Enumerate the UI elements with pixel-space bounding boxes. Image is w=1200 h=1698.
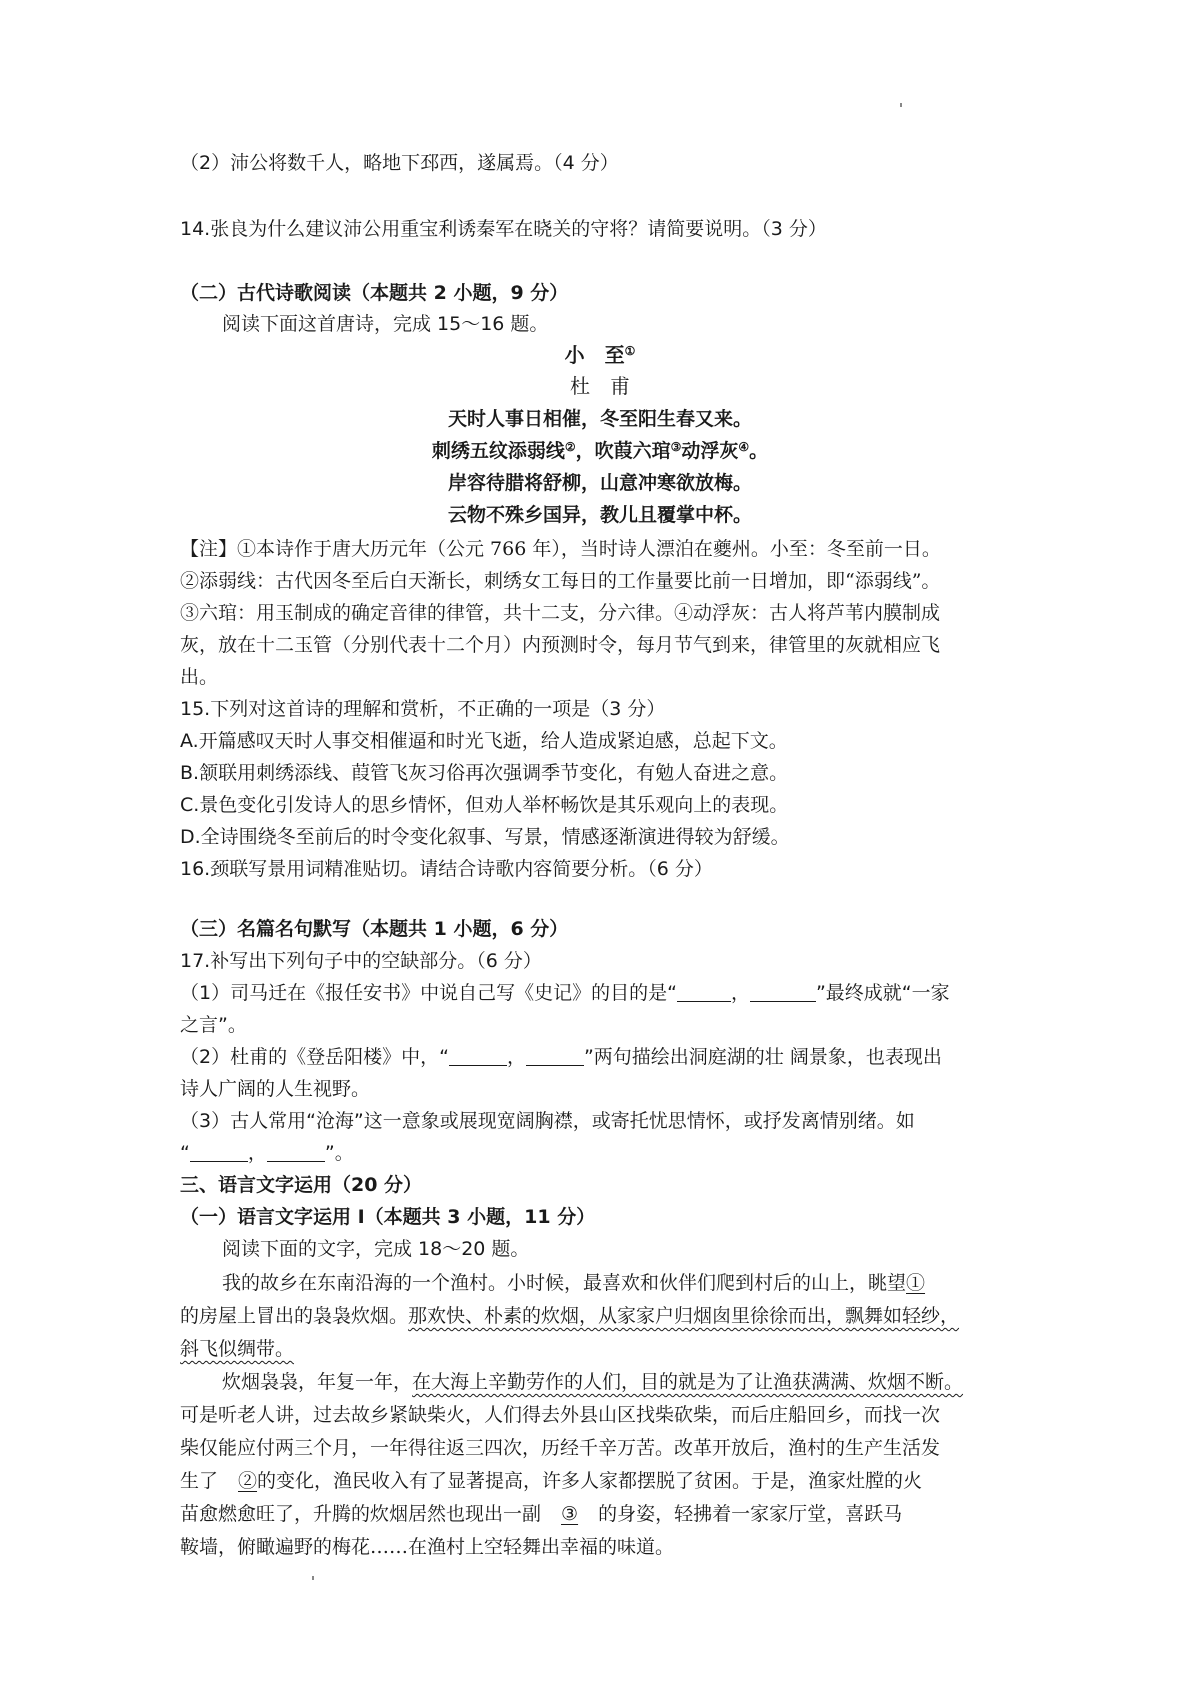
passage-line-7 [180,1468,922,1494]
marker-3 [541,1503,598,1525]
passage-text: 苗愈燃愈旺了，升腾的炊烟居然也现出一副 [180,1503,542,1525]
section-language-title: （一）语言文字运用 I（本题共 3 小题，11 分） [180,1206,596,1228]
answer-blank[interactable] [677,981,731,1002]
poem-line-2-d: 。 [749,440,769,462]
question-17-part-3: （3）古人常用“沧海”这一意象或展现宽阔胸襟，或寄托忧思情怀，或抒发离情别绪。如 [180,1110,915,1132]
question-13-2: （2）沛公将数千人，略地下邳西，遂属焉。（4 分） [180,152,619,174]
passage-text: 我的故乡在东南沿海的一个渔村。小时候，最喜欢和伙伴们爬到村后的山上，眺望 [222,1272,907,1294]
blank-comma: ， [247,1142,267,1164]
passage-line-2 [180,1303,959,1329]
section-poetry-title: （二）古代诗歌阅读（本题共 2 小题，9 分） [180,282,569,304]
close-quote: ”。 [324,1142,354,1164]
part-3-title: 三、语言文字运用（20 分） [180,1174,423,1196]
answer-blank[interactable] [750,981,816,1002]
passage-text: 的房屋上冒出的袅袅炊烟。 [180,1305,409,1327]
answer-blank[interactable] [190,1141,248,1162]
question-16: 16.颈联写景用词精准贴切。请结合诗歌内容简要分析。（6 分） [180,858,713,880]
wavy-underlined-sentence: 那欢快、朴素的炊烟，从家家户归烟囱里徐徐而出，飘舞如轻纱， [408,1305,960,1327]
scan-speck-top [900,103,902,107]
q17-part-2-text: （2）杜甫的《登岳阳楼》中，“ [180,1046,449,1068]
blank-comma: ， [506,1046,526,1068]
answer-blank[interactable] [526,1045,584,1066]
passage-line-3 [180,1336,294,1362]
section-recitation-title: （三）名篇名句默写（本题共 1 小题，6 分） [180,918,569,940]
blank-comma: ， [730,982,750,1004]
question-15-stem: 15.下列对这首诗的理解和赏析，不正确的一项是（3 分） [180,698,666,720]
passage-line-1 [222,1270,925,1296]
poem-note-3: ③ [670,440,682,454]
question-17-part-1-cont: 之言”。 [180,1014,247,1036]
poem-title [0,342,1200,368]
poem-note-line-4: 灰，放在十二玉管（分别代表十二个月）内预测时令，每月节气到来，律管里的灰就相应飞 [180,634,941,656]
question-17-part-3-cont [180,1140,354,1166]
poem-note-line-5: 出。 [180,666,219,688]
answer-blank[interactable] [449,1045,507,1066]
poem-title-note: ① [624,344,636,358]
question-15-option-d: D.全诗围绕冬至前后的时令变化叙事、写景，情感逐渐演进得较为舒缓。 [180,826,790,848]
question-17-part-2-cont: 诗人广阔的人生视野。 [180,1078,371,1100]
poem-line-3: 岸容待腊将舒柳，山意冲寒欲放梅。 [447,472,752,494]
answer-blank[interactable] [267,1141,325,1162]
scan-speck-bottom [312,1576,314,1580]
poem-note-line-1: 【注】①本诗作于唐大历元年（公元 766 年），当时诗人漂泊在夔州。小至：冬至前一日。 [180,538,941,560]
section-language-intro: 阅读下面的文字，完成 18～20 题。 [222,1238,530,1260]
open-quote: “ [180,1142,190,1164]
passage-text: 的身姿，轻拂着一家家厅堂，喜跃马 [598,1503,903,1525]
poem-note-4: ④ [738,440,750,454]
poem-note-line-3: ③六琯：用玉制成的确定音律的律管，共十二支，分六律。④动浮灰：古人将芦苇内膜制成 [180,602,941,624]
poem-author: 杜 甫 [570,374,630,398]
question-15-option-b: B.颔联用刺绣添线、葭管飞灰习俗再次强调季节变化，有勉人奋进之意。 [180,762,789,784]
q17-part-1-text: （1）司马迁在《报任安书》中说自己写《史记》的目的是“ [180,982,677,1004]
passage-line-9: 鞍墙，俯瞰遍野的梅花……在渔村上空轻舞出幸福的味道。 [180,1536,675,1558]
question-17-stem: 17.补写出下列句子中的空缺部分。（6 分） [180,950,542,972]
poem-title-text: 小 至 [564,343,625,367]
passage-line-5: 可是听老人讲，过去故乡紧缺柴火，人们得去外县山区找柴砍柴，而后庄船回乡，而找一次 [180,1404,941,1426]
poem-line-2-a: 刺绣五纹添弱线 [431,440,565,462]
poem-line-2-c: 动浮灰 [681,440,739,462]
passage-line-8 [180,1501,902,1527]
poem-line-2 [0,438,1200,464]
poem-note-2: ② [564,440,576,454]
passage-text: 炊烟袅袅，年复一年， [222,1371,413,1393]
poem-line-1: 天时人事日相催，冬至阳生春又来。 [447,408,752,430]
q17-part-1-tail: ”最终成就“一家 [815,982,950,1004]
passage-line-6: 柴仅能应付两三个月，一年得往返三四次，历经千辛万苦。改革开放后，渔村的生产生活发 [180,1437,941,1459]
question-14: 14.张良为什么建议沛公用重宝利诱秦军在晓关的守将？请简要说明。（3 分） [180,218,827,240]
q17-part-2-tail: ”两句描绘出洞庭湖的壮 阔景象，也表现出 [583,1046,942,1068]
marker-1: ① [906,1272,926,1294]
poem-line-4: 云物不殊乡国异，教儿且覆掌中杯。 [447,504,752,526]
wavy-underlined-sentence: 斜飞似绸带。 [180,1338,295,1360]
marker-3-text: ③ [561,1503,579,1525]
marker-2-text: ② [238,1470,258,1492]
marker-2 [218,1470,257,1492]
question-15-option-a: A.开篇感叹天时人事交相催逼和时光飞逝，给人造成紧迫感，总起下文。 [180,730,788,752]
passage-text: 的变化，渔民收入有了显著提高，许多人家都摆脱了贫困。于是，渔家灶膛的火 [257,1470,923,1492]
poem-line-2-b: ，吹葭六琯 [575,440,671,462]
question-15-option-c: C.景色变化引发诗人的思乡情怀，但劝人举杯畅饮是其乐观向上的表现。 [180,794,789,816]
section-poetry-intro: 阅读下面这首唐诗，完成 15～16 题。 [222,313,549,335]
question-17-part-1 [180,980,950,1006]
passage-line-4 [222,1369,963,1395]
passage-text: 生了 [180,1470,219,1492]
poem-note-line-2: ②添弱线：古代因冬至后白天渐长，刺绣女工每日的工作量要比前一日增加，即“添弱线”。 [180,570,941,592]
wavy-underlined-sentence: 在大海上辛勤劳作的人们，目的就是为了让渔获满满、炊烟不断。 [412,1371,964,1393]
question-17-part-2 [180,1044,942,1070]
